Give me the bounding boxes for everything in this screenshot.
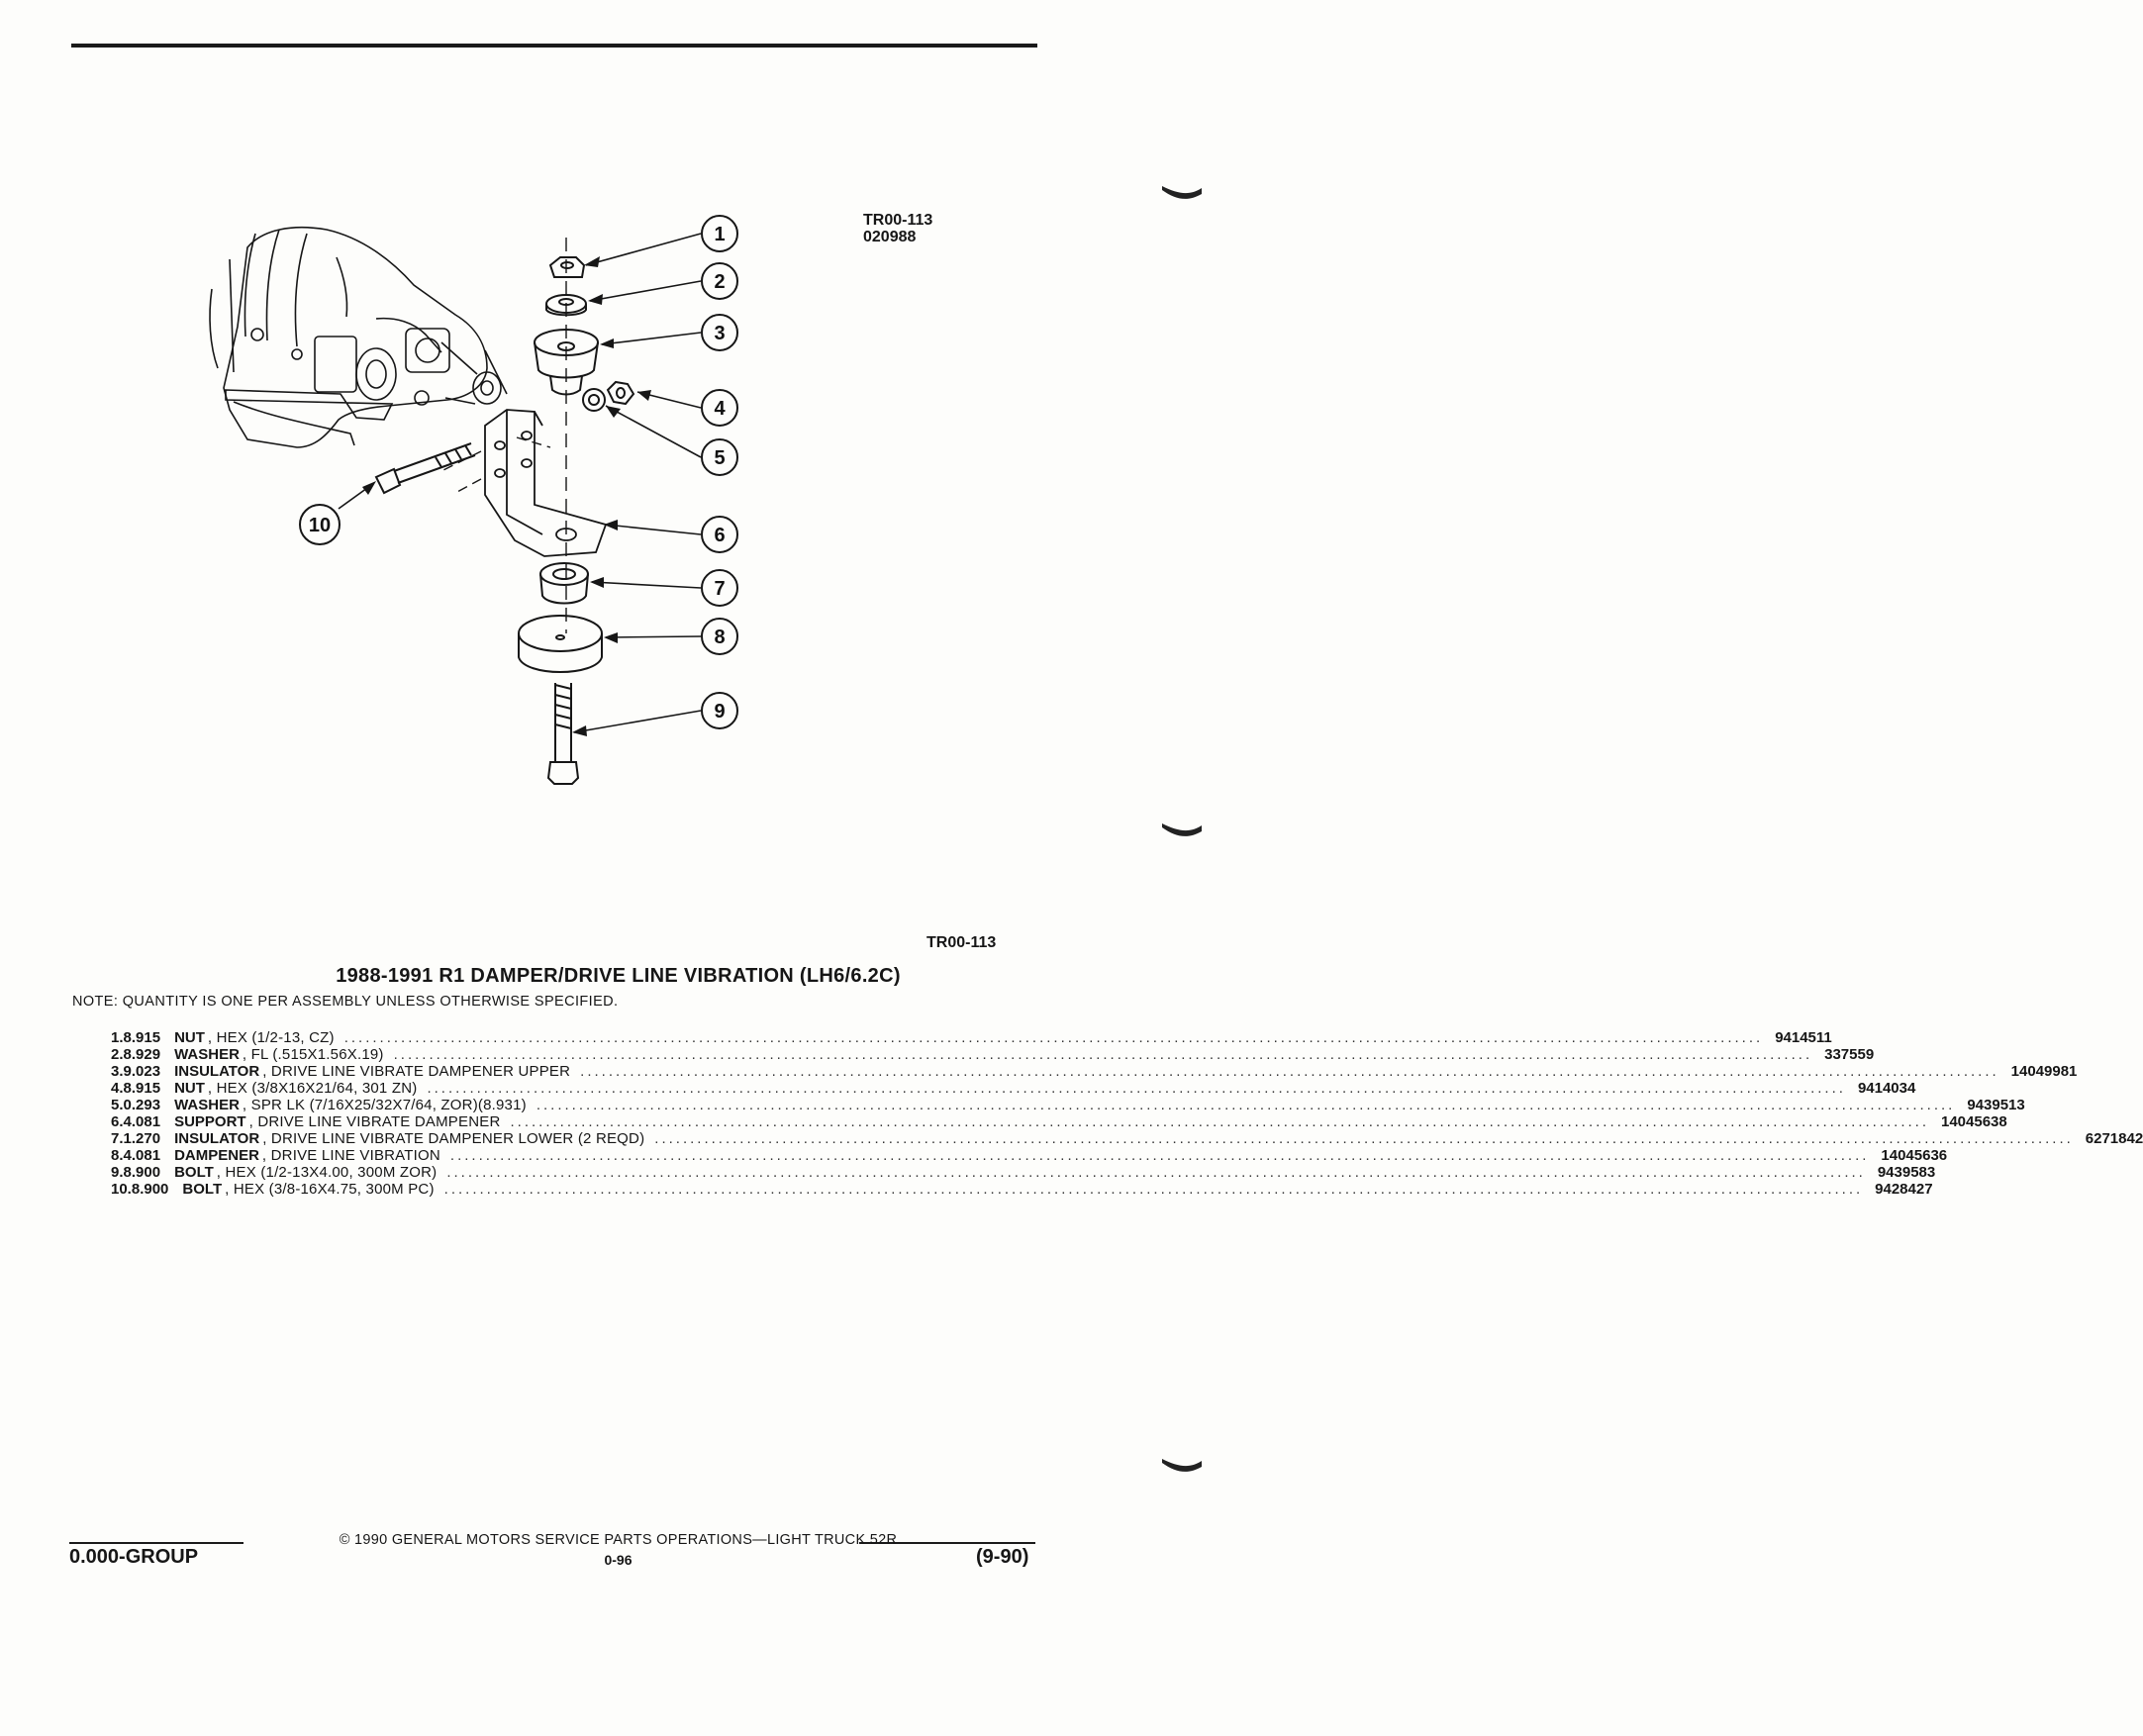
part-description bbox=[174, 1063, 2011, 1080]
leader-dots: ........................................................................................................................................................................................................ bbox=[654, 1130, 2074, 1147]
callout-9: 9 bbox=[714, 701, 726, 723]
part-description bbox=[174, 1113, 1941, 1130]
leader-dots: ........................................................................................................................................................................................................ bbox=[510, 1113, 1929, 1130]
callout-numbers bbox=[309, 224, 727, 723]
item-number: 4. bbox=[111, 1080, 124, 1097]
support-bracket-drawing bbox=[485, 410, 606, 556]
part-detail: , HEX (3/8-16X4.75, 300M PC) bbox=[225, 1181, 435, 1198]
callout-1: 1 bbox=[714, 224, 726, 245]
part-number: 9414511 bbox=[1775, 1029, 1832, 1046]
leader-dots: ........................................................................................................................................................................................................ bbox=[427, 1080, 1846, 1097]
part-number: 6271842 bbox=[2085, 1130, 2143, 1147]
part-name: INSULATOR bbox=[174, 1130, 260, 1147]
leader-dots: ........................................................................................................................................................................................................ bbox=[580, 1063, 1999, 1080]
part-detail: , DRIVE LINE VIBRATE DAMPENER LOWER (2 REQD) bbox=[262, 1130, 645, 1147]
part-detail: , HEX (3/8X16X21/64, 301 ZN) bbox=[207, 1080, 418, 1097]
part-description bbox=[182, 1181, 1875, 1198]
part-name: NUT bbox=[174, 1080, 205, 1097]
part-name: SUPPORT bbox=[174, 1113, 246, 1130]
version-code: 4.081 bbox=[123, 1147, 161, 1164]
item-number: 2. bbox=[111, 1046, 124, 1063]
parts-row bbox=[111, 1130, 2143, 1147]
part-detail: , DRIVE LINE VIBRATION bbox=[261, 1147, 440, 1164]
version-code: 8.900 bbox=[131, 1181, 169, 1198]
item-number: 5. bbox=[111, 1097, 124, 1113]
item-number: 6. bbox=[111, 1113, 124, 1130]
part-number: 9414034 bbox=[1857, 1080, 1916, 1097]
part-detail: , DRIVE LINE VIBRATE DAMPENER bbox=[248, 1113, 501, 1130]
group-label: 0.000-GROUP bbox=[69, 1546, 199, 1568]
version-code: 8.929 bbox=[123, 1046, 161, 1063]
figure-id-date: 020988 bbox=[863, 229, 917, 245]
version-code: 4.081 bbox=[123, 1113, 161, 1130]
figure-id-code: TR00-113 bbox=[863, 212, 933, 229]
part-name: DAMPENER bbox=[174, 1147, 259, 1164]
page-number: 0-96 bbox=[604, 1552, 633, 1568]
part-number: 14049981 bbox=[2010, 1063, 2078, 1080]
washer-part-2 bbox=[546, 295, 586, 315]
bolt-part-10 bbox=[376, 443, 475, 493]
part-name: NUT bbox=[174, 1029, 205, 1046]
figure-id bbox=[863, 212, 932, 245]
parts-row bbox=[111, 1097, 2025, 1113]
part-name: WASHER bbox=[174, 1097, 240, 1113]
part-description bbox=[174, 1080, 1858, 1097]
leader-dots: ........................................................................................................................................................................................................ bbox=[449, 1147, 1870, 1164]
part-number: 9428427 bbox=[1875, 1181, 1933, 1198]
version-code: 8.915 bbox=[123, 1029, 161, 1046]
part-description bbox=[174, 1164, 1878, 1181]
callout-2: 2 bbox=[714, 271, 726, 293]
part-number: 14045636 bbox=[1881, 1147, 1948, 1164]
callout-6: 6 bbox=[714, 525, 726, 546]
nut-part-4 bbox=[608, 382, 633, 404]
version-code: 8.915 bbox=[123, 1080, 161, 1097]
part-name: WASHER bbox=[174, 1046, 240, 1063]
binder-marks bbox=[1162, 186, 1202, 1472]
leader-dots: ........................................................................................................................................................................................................ bbox=[446, 1164, 1866, 1181]
part-number: 14045638 bbox=[1941, 1113, 2007, 1130]
leader-dots: ........................................................................................................................................................................................................ bbox=[536, 1097, 1956, 1113]
leader-dots: ........................................................................................................................................................................................................ bbox=[443, 1181, 1864, 1198]
item-number: 1. bbox=[111, 1029, 124, 1046]
item-number: 8. bbox=[111, 1147, 124, 1164]
item-number: 7. bbox=[111, 1130, 124, 1147]
part-detail: , DRIVE LINE VIBRATE DAMPENER UPPER bbox=[262, 1063, 571, 1080]
top-rule bbox=[71, 44, 1037, 48]
part-number: 337559 bbox=[1824, 1046, 1875, 1063]
part-description bbox=[174, 1097, 1967, 1113]
quantity-note: NOTE: QUANTITY IS ONE PER ASSEMBLY UNLESS OTHERWISE SPECIFIED. bbox=[72, 994, 619, 1010]
callout-8: 8 bbox=[714, 627, 726, 648]
part-description bbox=[174, 1130, 2086, 1147]
version-code: 1.270 bbox=[123, 1130, 161, 1147]
bolt-part-9 bbox=[548, 683, 578, 784]
callout-circles bbox=[300, 216, 737, 728]
callout-7: 7 bbox=[714, 578, 726, 600]
part-description bbox=[174, 1046, 1824, 1063]
part-name: BOLT bbox=[174, 1164, 214, 1181]
lower-insulator-part-7 bbox=[540, 563, 588, 604]
part-description bbox=[174, 1147, 1881, 1164]
item-number: 10. bbox=[111, 1181, 132, 1198]
nut-part-1 bbox=[550, 257, 584, 277]
version-code: 9.023 bbox=[123, 1063, 161, 1080]
part-detail: , FL (.515X1.56X.19) bbox=[242, 1046, 384, 1063]
figure-label: TR00-113 bbox=[926, 934, 997, 951]
item-number: 3. bbox=[111, 1063, 124, 1080]
part-name: BOLT bbox=[182, 1181, 223, 1198]
callout-3: 3 bbox=[714, 323, 726, 344]
parts-row bbox=[111, 1046, 1875, 1063]
part-detail: , SPR LK (7/16X25/32X7/64, ZOR)(8.931) bbox=[242, 1097, 527, 1113]
part-description bbox=[174, 1029, 1775, 1046]
version-code: 8.900 bbox=[123, 1164, 161, 1181]
copyright-line: © 1990 GENERAL MOTORS SERVICE PARTS OPERATIONS—LIGHT TRUCK 52R bbox=[339, 1532, 898, 1548]
parts-row bbox=[111, 1147, 1948, 1164]
version-code: 0.293 bbox=[123, 1097, 161, 1113]
page-title: 1988-1991 R1 DAMPER/DRIVE LINE VIBRATION (LH6/6.2C) bbox=[336, 965, 901, 987]
part-number: 9439513 bbox=[1967, 1097, 2025, 1113]
upper-insulator-part-3 bbox=[535, 330, 598, 395]
dampener-part-8 bbox=[519, 616, 602, 672]
parts-row bbox=[111, 1080, 1916, 1097]
callout-5: 5 bbox=[714, 447, 726, 469]
callout-10: 10 bbox=[308, 515, 332, 536]
item-number: 9. bbox=[111, 1164, 124, 1181]
parts-row bbox=[111, 1164, 1936, 1181]
transmission-drawing bbox=[210, 228, 507, 447]
parts-row bbox=[111, 1063, 2078, 1080]
parts-row bbox=[111, 1113, 2007, 1130]
part-detail: , HEX (1/2-13, CZ) bbox=[207, 1029, 335, 1046]
parts-row bbox=[111, 1029, 1832, 1046]
part-detail: , HEX (1/2-13X4.00, 300M ZOR) bbox=[216, 1164, 438, 1181]
callout-4: 4 bbox=[714, 398, 726, 420]
leader-lines bbox=[339, 234, 701, 732]
leader-dots: ........................................................................................................................................................................................................ bbox=[393, 1046, 1813, 1063]
parts-row bbox=[111, 1181, 1933, 1198]
washer-part-5 bbox=[583, 389, 605, 411]
leader-dots: ........................................................................................................................................................................................................ bbox=[343, 1029, 1764, 1046]
part-name: INSULATOR bbox=[174, 1063, 260, 1080]
arrowheads bbox=[362, 256, 651, 736]
revision-date: (9-90) bbox=[976, 1546, 1029, 1568]
part-number: 9439583 bbox=[1877, 1164, 1936, 1181]
parts-list bbox=[111, 1029, 2143, 1198]
